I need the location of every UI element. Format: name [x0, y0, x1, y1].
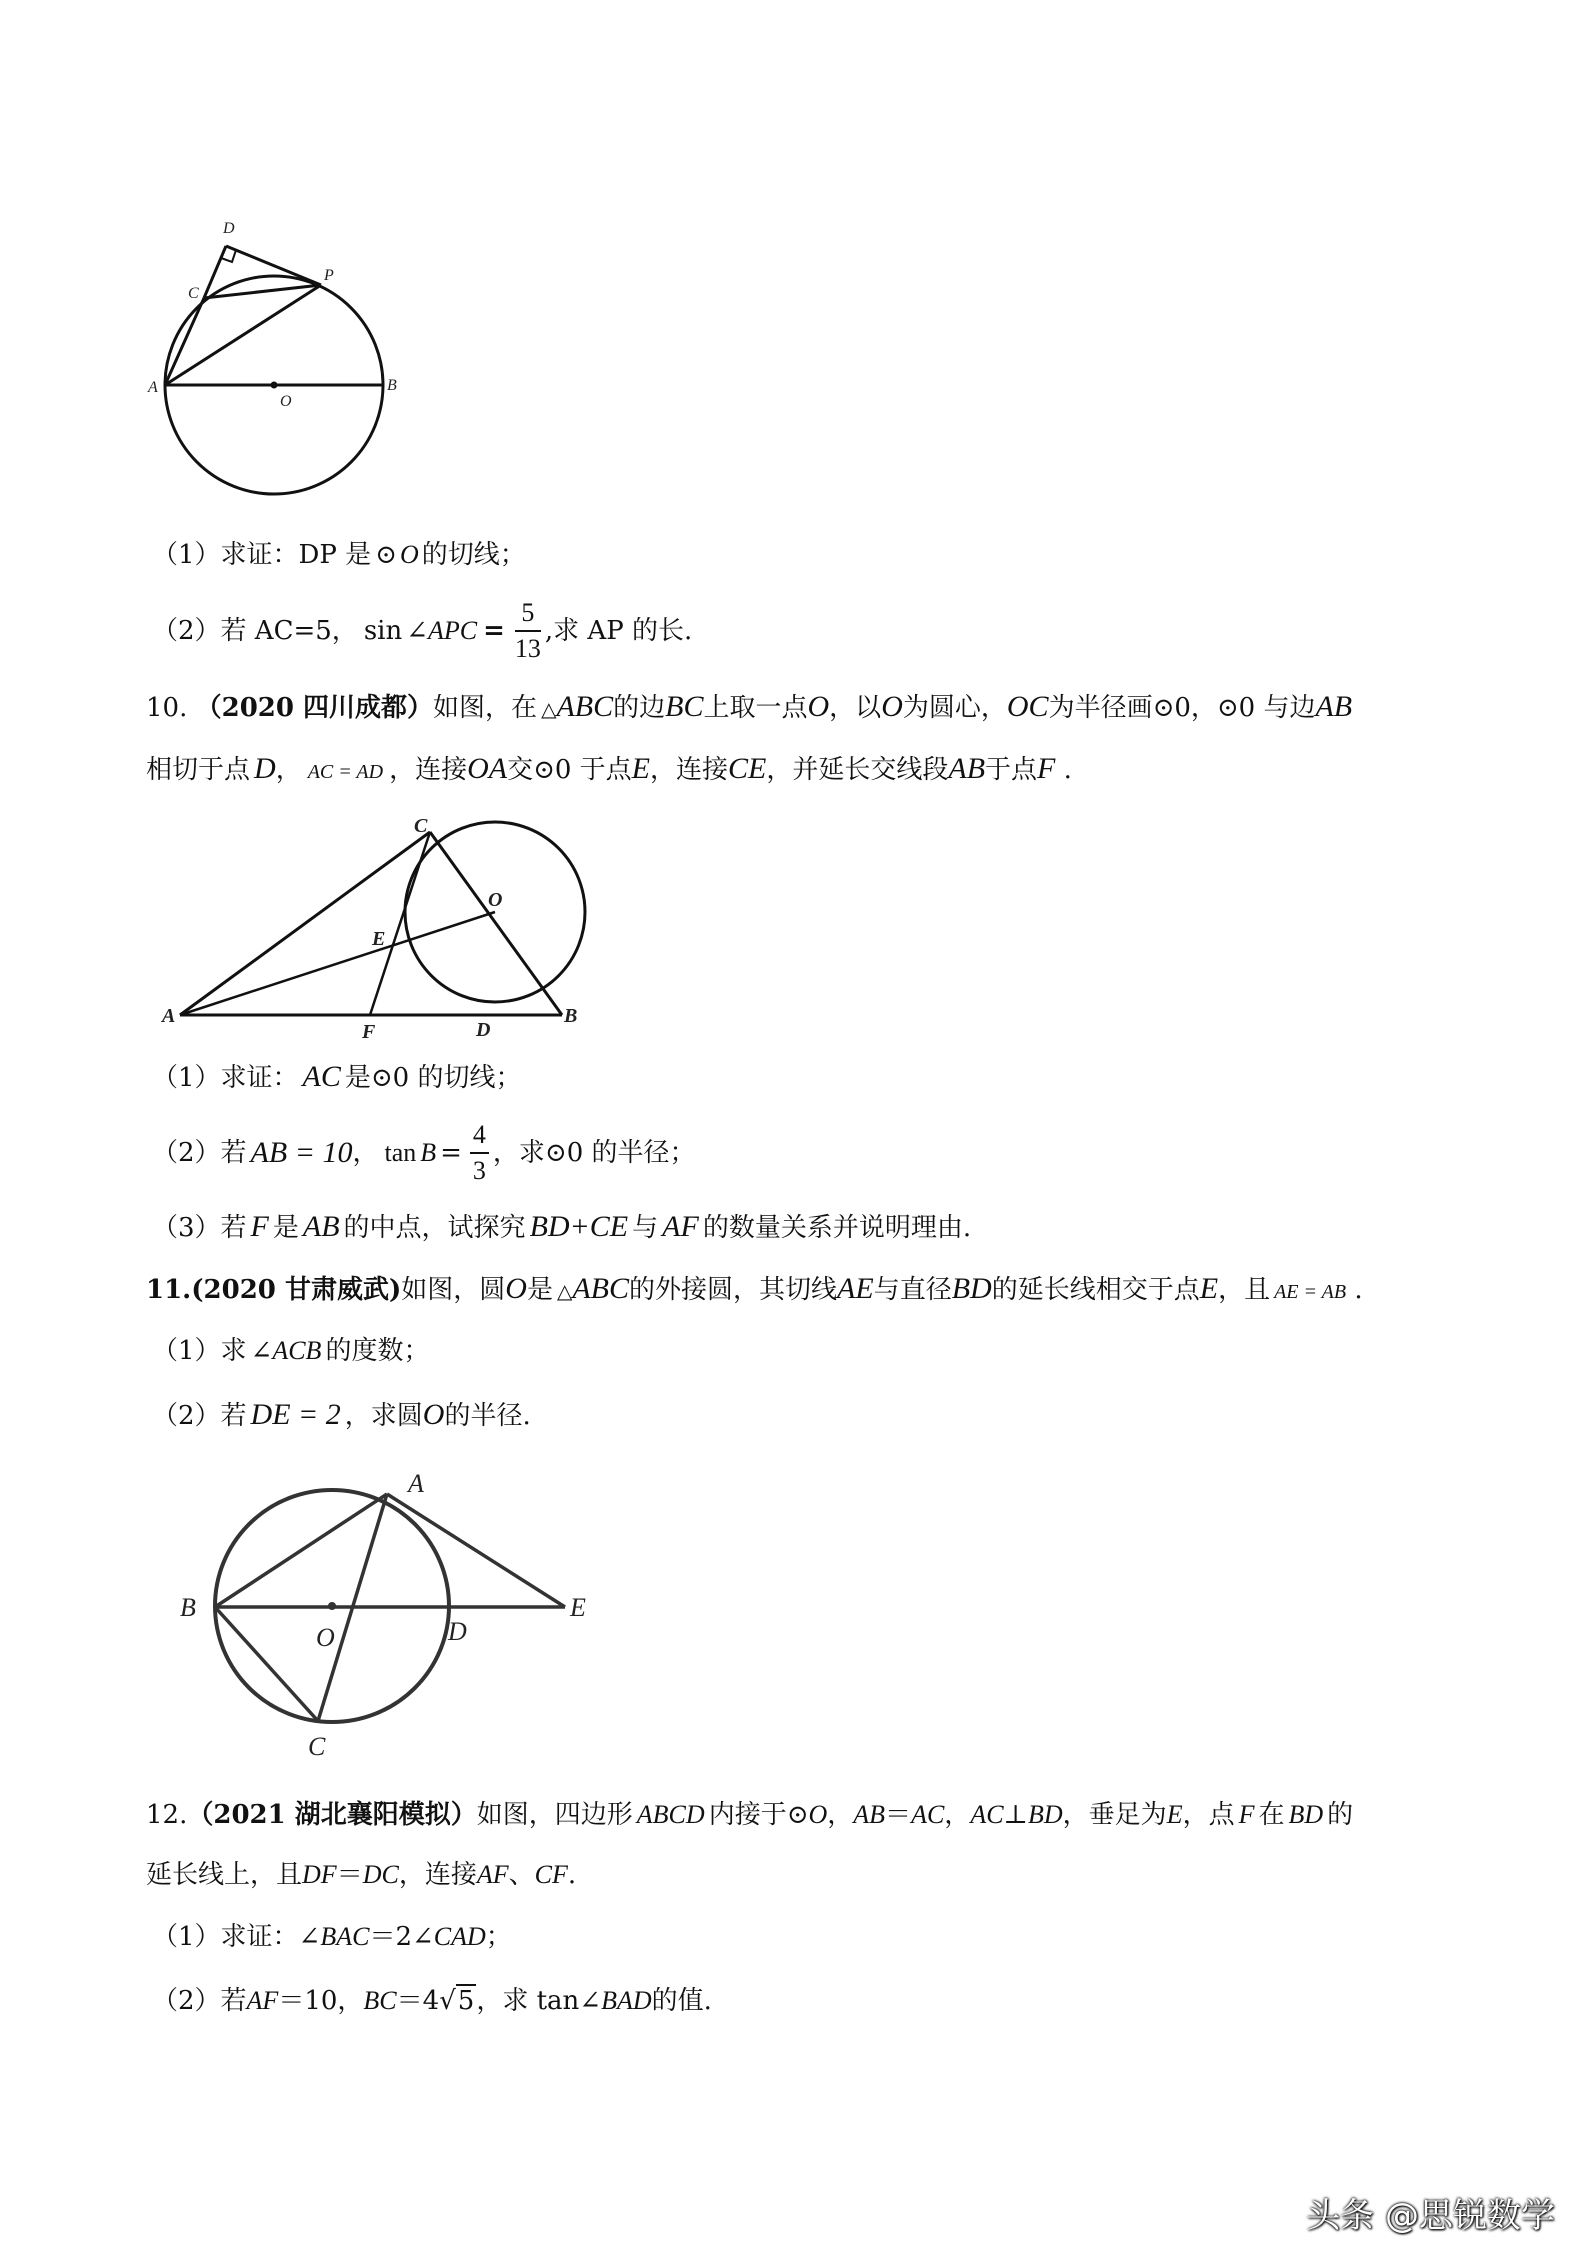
q10-line1 — [146, 690, 1352, 726]
q12-line1 — [146, 1798, 1353, 1832]
q12-text: 、 — [508, 1860, 535, 1890]
q10-p2-tan: tan — [384, 1138, 417, 1167]
fig10-label-D: D — [476, 1019, 491, 1041]
figure-q9-circle-diagram — [140, 210, 430, 500]
q10-text: ， — [275, 755, 302, 785]
q10-source: （2020 四川成都） — [195, 693, 434, 723]
q9-p2-num: 5 — [515, 596, 541, 632]
q10-text: 于点 — [985, 755, 1038, 785]
fig10-label-O: O — [488, 889, 503, 911]
q9-p1-text: （1）求证：DP 是 — [152, 540, 372, 570]
q12-p2-AF: AF — [246, 1986, 279, 2015]
q12-AC: AC — [970, 1800, 1004, 1829]
q9-p2-angle: ∠APC — [406, 616, 478, 645]
q12-p2-BC: BC — [363, 1986, 397, 2015]
q12-p2-text: （2）若 — [152, 1986, 247, 2016]
q12-CF: CF — [534, 1860, 568, 1889]
q12-DC: DC — [362, 1860, 399, 1889]
q10-line2 — [146, 752, 1072, 789]
q9-p2-den: 13 — [514, 634, 541, 663]
q11-part2 — [152, 1398, 531, 1433]
q10-text: ，连接 — [389, 755, 468, 785]
q10-BC: BC — [665, 690, 704, 723]
q11-p2-text: 的半径. — [444, 1401, 531, 1431]
q11-text: 是 — [526, 1275, 553, 1305]
q10-AB: AB — [1315, 690, 1353, 723]
q12-text: 内接于⊙ — [708, 1800, 809, 1830]
q10-p2-num: 4 — [470, 1118, 489, 1154]
perpendicular-symbol: ⊥ — [1003, 1800, 1028, 1830]
q9-p2-suffix: ,求 AP 的长. — [544, 616, 693, 646]
q10-text: ，并延长交线段 — [766, 755, 949, 785]
q9-part1 — [152, 538, 526, 572]
q10-text: 的边 — [613, 693, 666, 723]
q10-p2-text: （2）若 — [152, 1138, 247, 1168]
q11-p2-O: O — [422, 1398, 445, 1431]
q11-source: (2020 甘肃威武) — [191, 1275, 402, 1305]
q10-text: 上取一点 — [703, 693, 808, 723]
q11-text: . — [1346, 1275, 1363, 1305]
figure-q10-triangle-circle — [150, 810, 610, 1045]
q11-text: ，且 — [1218, 1275, 1271, 1305]
q11-AE-eq-AB: AE = AB — [1274, 1281, 1347, 1303]
q12-p2-angle: ∠BAD — [579, 1986, 652, 2015]
q10-text: ，连接 — [650, 755, 729, 785]
q10-p3-expr: BD+CE — [529, 1210, 629, 1243]
q11-part1 — [152, 1334, 429, 1368]
fig11-label-D: D — [448, 1617, 467, 1646]
q10-p3-text: 的数量关系并说明理由. — [702, 1213, 972, 1243]
q12-DF: DF — [302, 1860, 337, 1889]
q10-OA: OA — [467, 752, 508, 785]
q11-O: O — [505, 1272, 527, 1305]
fig10-label-A: A — [162, 1005, 176, 1027]
q12-text: 延长线上，且 — [146, 1860, 303, 1890]
q10-E: E — [631, 752, 650, 785]
q11-number: 11. — [146, 1275, 192, 1305]
fig9-label-C: C — [188, 285, 199, 302]
q10-part3 — [152, 1210, 971, 1245]
q10-p2-fraction — [470, 1118, 489, 1188]
q10-part1 — [152, 1060, 521, 1095]
q10-part2 — [152, 1118, 696, 1188]
q10-F: F — [1037, 752, 1056, 785]
q9-p1-suffix: 的切线； — [421, 540, 526, 570]
fig10-label-F: F — [362, 1021, 376, 1043]
q11-BD: BD — [951, 1272, 992, 1305]
q12-text: 如图，四边形 — [476, 1800, 633, 1830]
q11-text: 的延长线相交于点 — [991, 1275, 1200, 1305]
q10-p2-AB-eq: AB = 10 — [250, 1136, 353, 1169]
q10-p2-text: ， — [352, 1138, 379, 1168]
q10-number: 10. — [146, 693, 188, 723]
q12-BD: BD — [1028, 1800, 1063, 1829]
fig11-label-C: C — [308, 1732, 326, 1760]
q10-text: 交⊙0 于点 — [507, 755, 632, 785]
q10-text: 为半径画⊙0，⊙0 与边 — [1048, 693, 1316, 723]
q10-D: D — [254, 752, 276, 785]
triangle-symbol: △ — [556, 1279, 573, 1303]
q12-text: ， — [944, 1800, 971, 1830]
q11-p2-text: ，求圆 — [344, 1401, 423, 1431]
q9-p1-O: O — [399, 540, 419, 569]
q12-ABCD: ABCD — [636, 1800, 705, 1829]
fig9-label-P: P — [324, 267, 334, 284]
q12-p2-text: ＝4 — [396, 1986, 440, 2016]
q12-p1-text: （1）求证： — [152, 1922, 299, 1952]
q10-O: O — [881, 690, 903, 723]
triangle-symbol: △ — [541, 697, 557, 721]
q10-p3-AF: AF — [662, 1210, 699, 1243]
q12-line2 — [146, 1858, 576, 1892]
q10-ABC: ABC — [556, 690, 614, 723]
q10-text: . — [1055, 755, 1072, 785]
q10-p2-eq: = — [440, 1138, 462, 1168]
q11-line1 — [146, 1272, 1363, 1309]
q10-p3-F: F — [250, 1210, 269, 1243]
q12-text: ， — [827, 1800, 854, 1830]
q10-OC: OC — [1006, 690, 1049, 723]
q10-p2-B: B — [420, 1138, 437, 1167]
fig10-label-E: E — [372, 928, 386, 950]
q10-p1-text: （1）求证： — [152, 1063, 299, 1093]
fig9-label-O: O — [280, 393, 292, 410]
q10-p1-text: 是⊙0 的切线； — [344, 1063, 522, 1093]
q12-AF: AF — [476, 1860, 509, 1889]
q12-p2-sqrt-value: 5 — [457, 1986, 475, 2016]
q11-p1-text: （1）求 — [152, 1336, 247, 1366]
q10-O: O — [807, 690, 830, 723]
q10-p3-text: 与 — [632, 1213, 659, 1243]
q11-E: E — [1199, 1272, 1219, 1305]
fig11-label-A: A — [408, 1470, 424, 1498]
q12-p1-text: ＝2 — [369, 1922, 412, 1952]
fig10-label-C: C — [414, 815, 428, 837]
q10-p3-text: （3）若 — [152, 1213, 247, 1243]
q12-p1-text: ； — [485, 1922, 512, 1952]
q11-p1-angle: ∠ACB — [250, 1336, 322, 1365]
q10-text: 为圆心， — [902, 693, 1007, 723]
q12-text: ，连接 — [398, 1860, 477, 1890]
q12-part1 — [152, 1920, 512, 1954]
q12-text: ＝ — [336, 1860, 363, 1890]
q12-source: （2021 湖北襄阳模拟） — [187, 1800, 477, 1830]
q10-p3-text: 是 — [272, 1213, 299, 1243]
fig9-label-D: D — [223, 220, 235, 237]
fig11-label-B: B — [180, 1593, 196, 1622]
q11-text: 的外接圆，其切线 — [629, 1275, 838, 1305]
q12-p1-angle-BAC: ∠BAC — [298, 1922, 370, 1951]
q9-p2-text: （2）若 AC=5， — [152, 616, 358, 646]
q10-text: 相切于点 — [146, 755, 251, 785]
q10-p3-text: 的中点，试探究 — [343, 1213, 526, 1243]
q9-p2-fraction — [515, 596, 541, 666]
q10-p3-AB: AB — [302, 1210, 340, 1243]
fig11-label-O: O — [316, 1623, 335, 1652]
q12-number: 12. — [146, 1800, 188, 1830]
q12-text: ＝ — [885, 1800, 912, 1830]
q11-text: 如图，圆 — [401, 1275, 506, 1305]
q10-CE: CE — [728, 752, 767, 785]
q11-p2-DE: DE = 2 — [250, 1398, 341, 1431]
q10-text: ，以 — [829, 693, 882, 723]
circle-symbol: ⊙ — [375, 540, 397, 570]
q11-text: 与直径 — [873, 1275, 952, 1305]
q10-text: 如图，在 — [433, 693, 538, 723]
q12-text: . — [567, 1860, 577, 1890]
q12-E: E — [1166, 1800, 1183, 1829]
sqrt-symbol: √ — [439, 1986, 456, 2016]
q9-part2 — [152, 596, 692, 666]
q12-text: 的 — [1327, 1800, 1354, 1830]
q11-p2-text: （2）若 — [152, 1401, 247, 1431]
q12-p2-text: 的值. — [651, 1986, 712, 2016]
q11-ABC: ABC — [572, 1272, 630, 1305]
q10-p2-den: 3 — [472, 1156, 486, 1185]
q12-p1-angle-CAD: ∠CAD — [411, 1922, 486, 1951]
q12-text: ，垂足为 — [1062, 1800, 1167, 1830]
q12-BD: BD — [1288, 1800, 1324, 1829]
q12-p2-text: ＝10， — [278, 1986, 364, 2016]
q10-AC-eq-AD: AC = AD — [307, 761, 384, 783]
q12-p2-text: ，求 tan — [476, 1986, 580, 2016]
q10-p1-AC: AC — [302, 1060, 341, 1093]
fig10-label-B: B — [564, 1005, 578, 1027]
q11-AE: AE — [837, 1272, 874, 1305]
q10-p2-text: ，求⊙0 的半径； — [492, 1138, 696, 1168]
fig11-label-E: E — [570, 1593, 586, 1622]
fig9-label-A: A — [148, 379, 158, 396]
q9-p2-sin: sin — [363, 616, 403, 646]
figure-q11-circle-tangent — [170, 1470, 610, 1760]
q9-p2-eq: = — [483, 616, 505, 646]
q12-AC: AC — [911, 1800, 945, 1829]
q12-part2 — [152, 1984, 712, 2018]
q12-AB: AB — [853, 1800, 886, 1829]
watermark: 头条 @思锐数学 — [1306, 2196, 1555, 2236]
fig9-label-B: B — [387, 377, 397, 394]
q12-F: F — [1238, 1800, 1255, 1829]
q12-O: O — [808, 1800, 828, 1829]
q12-text: ，点 — [1182, 1800, 1235, 1830]
q12-text: 在 — [1258, 1800, 1285, 1830]
q10-AB: AB — [948, 752, 986, 785]
q11-p1-text: 的度数； — [325, 1336, 430, 1366]
